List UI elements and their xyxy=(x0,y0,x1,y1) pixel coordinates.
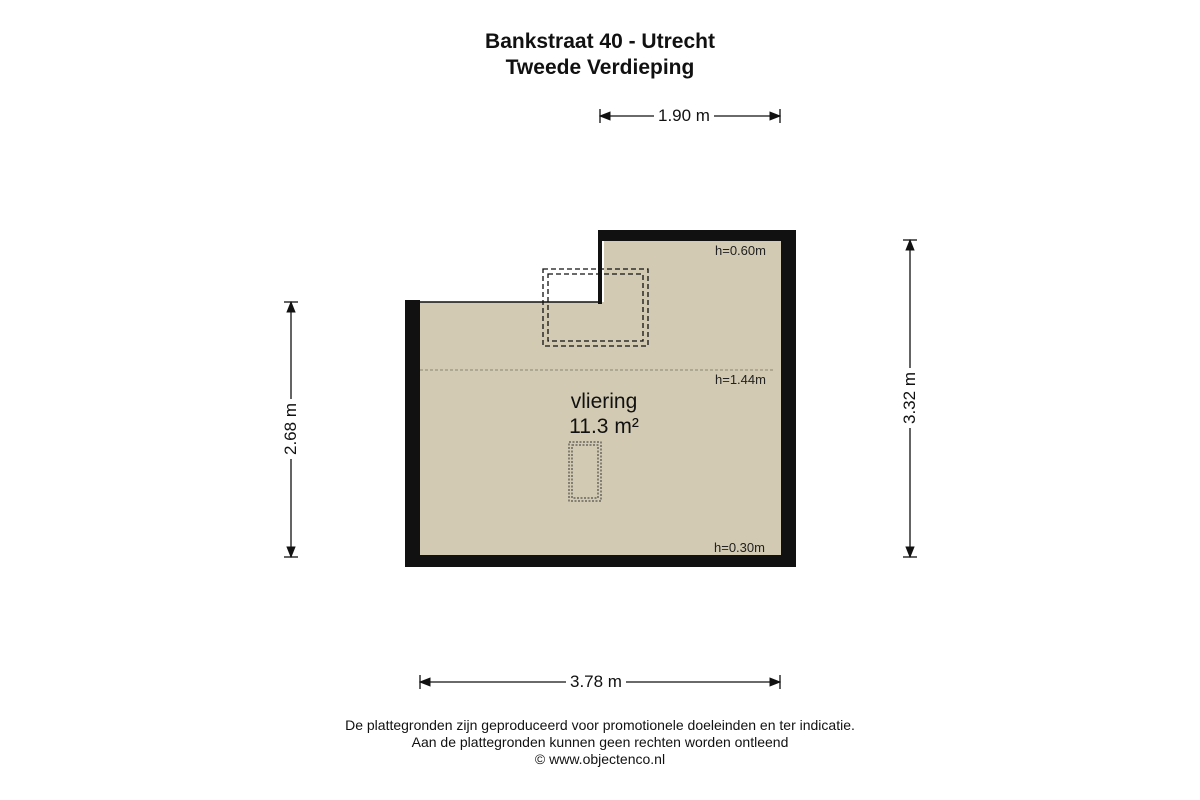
room-area: 11.3 m² xyxy=(569,415,639,438)
room-name: vliering xyxy=(570,390,638,413)
plan-title: Bankstraat 40 - Utrecht xyxy=(485,30,715,53)
wall-left xyxy=(405,300,420,567)
height-label-middle: h=1.44m xyxy=(715,372,766,387)
copyright: © www.objectenco.nl xyxy=(534,751,666,767)
wall-step xyxy=(598,230,602,304)
dim-right-label: 3.32 m xyxy=(900,368,920,428)
disclaimer-line-2: Aan de plattegronden kunnen geen rechten worden ontleend xyxy=(411,734,789,750)
wall-bottom xyxy=(405,555,796,567)
wall-top xyxy=(598,230,796,241)
dim-left-label: 2.68 m xyxy=(281,399,301,459)
height-label-top: h=0.60m xyxy=(715,243,766,258)
dim-bottom-label: 3.78 m xyxy=(566,672,626,692)
dim-top-label: 1.90 m xyxy=(654,106,714,126)
disclaimer-line-1: De plattegronden zijn geproduceerd voor promotionele doeleinden en ter indicatie. xyxy=(345,717,855,733)
height-label-bottom: h=0.30m xyxy=(714,540,765,555)
wall-right xyxy=(781,230,796,567)
floor-title: Tweede Verdieping xyxy=(505,56,695,79)
